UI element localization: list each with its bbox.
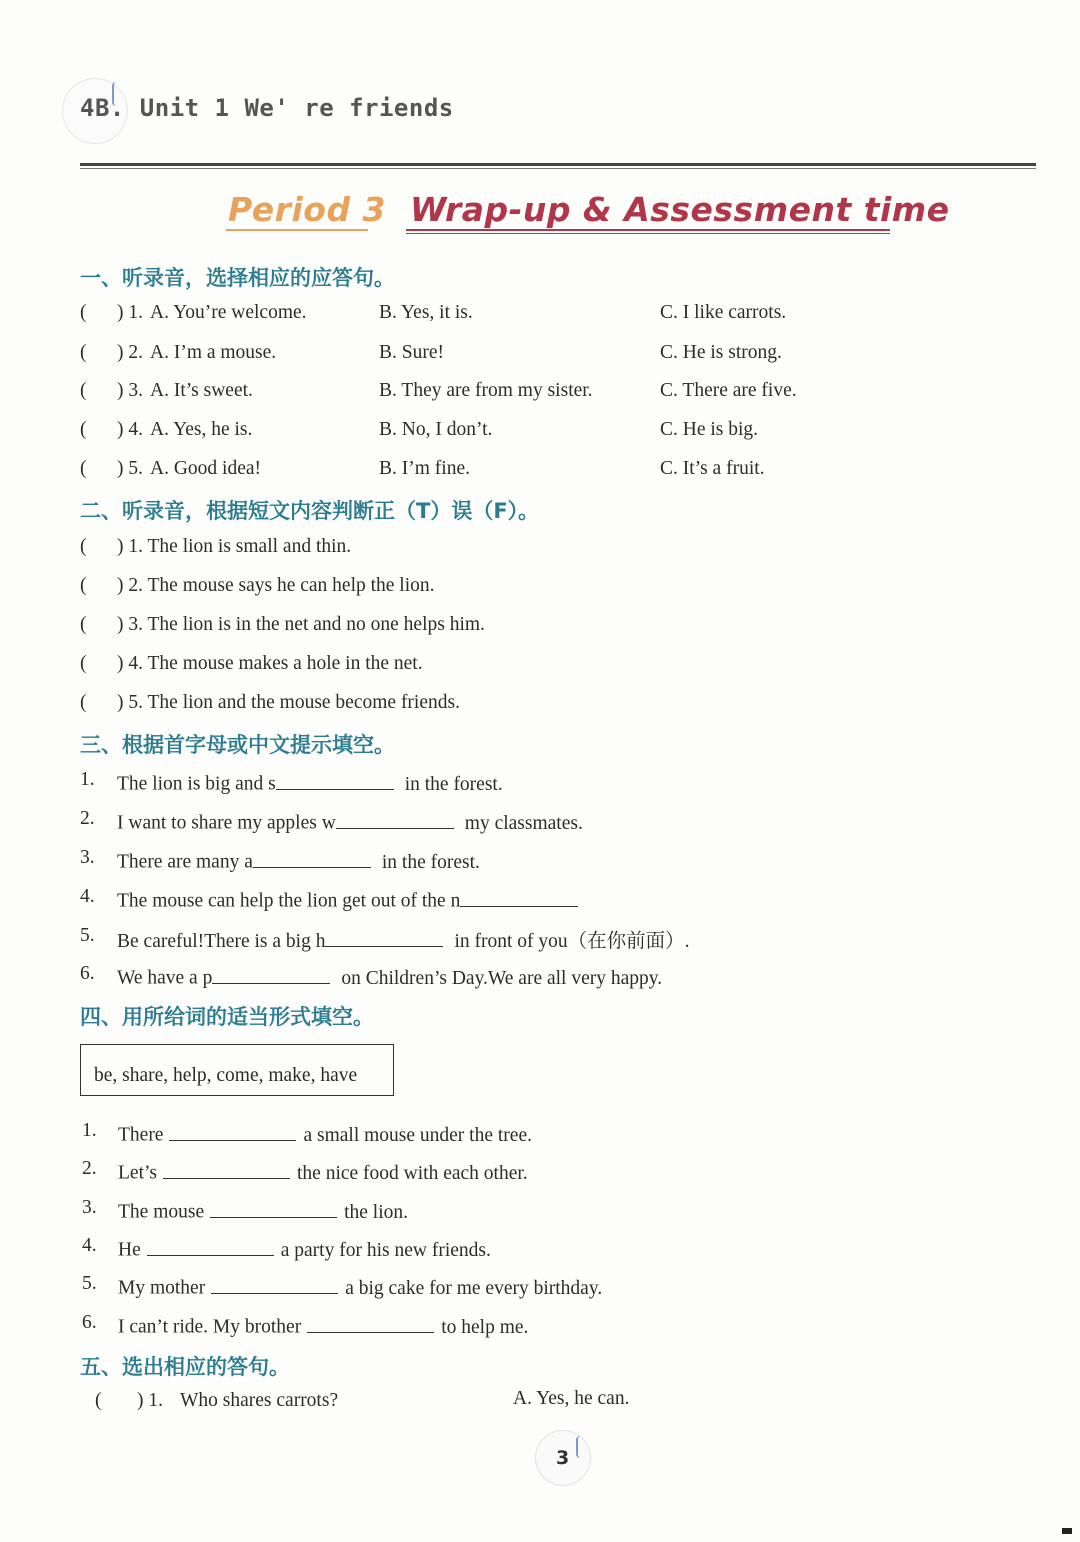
sentence-start: I want to share my apples w: [117, 812, 336, 834]
main-title: Wrap-up & Assessment time: [410, 190, 950, 229]
item-number: ) 4.: [117, 419, 143, 440]
item-number: ) 3.: [117, 380, 143, 401]
item-number: 5.: [82, 1273, 97, 1294]
sentence-start: Let’s: [118, 1162, 157, 1184]
option-c: C. He is big.: [660, 419, 759, 440]
fill-sentence: [118, 1158, 528, 1185]
item-number: ) 2.: [117, 342, 143, 363]
sentence-start: I can’t ride. My brother: [118, 1316, 302, 1338]
fill-sentence: [118, 1197, 408, 1224]
word-box: [80, 1044, 394, 1096]
sentence-end: my classmates.: [464, 812, 583, 834]
item-number: 5.: [80, 925, 95, 946]
option-a: A. It’s sweet.: [150, 380, 253, 401]
option-a: A. You’re welcome.: [150, 302, 307, 323]
sentence-end: the nice food with each other.: [297, 1162, 528, 1184]
option-b: B. They are from my sister.: [379, 380, 593, 401]
option-c: C. It’s a fruit.: [660, 458, 765, 479]
fill-sentence: [118, 1312, 528, 1339]
item-number: ) 5.: [117, 458, 143, 479]
title-underline: [406, 229, 890, 231]
statement: ) 5. The lion and the mouse become friends.: [117, 692, 460, 713]
option-b: B. Yes, it is.: [379, 302, 473, 323]
item-number: 3.: [82, 1197, 97, 1218]
answer-paren: (: [80, 419, 87, 440]
answer-paren: (: [95, 1390, 102, 1411]
option-b: B. No, I don’t.: [379, 419, 493, 440]
option-c: C. He is strong.: [660, 342, 782, 363]
sentence-end: a small mouse under the tree.: [303, 1124, 532, 1146]
answer-blank: [169, 1120, 296, 1141]
unit-header: 4B. Unit 1 We' re friends: [80, 94, 454, 122]
answer-paren: (: [80, 380, 87, 401]
answer-paren: (: [80, 692, 87, 713]
sentence-start: The mouse: [118, 1201, 205, 1223]
fill-sentence: [117, 925, 690, 953]
item-number: 4.: [82, 1235, 97, 1256]
sentence-start: Be careful!There is a big h: [117, 931, 326, 952]
item-number: 4.: [80, 886, 95, 907]
item-number: 2.: [80, 808, 95, 829]
item-number: 6.: [80, 963, 95, 984]
fill-sentence: [118, 1235, 491, 1262]
statement: ) 3. The lion is in the net and no one helps him.: [117, 614, 485, 635]
fill-sentence: [117, 847, 480, 874]
item-number: ) 1.: [117, 302, 143, 323]
sentence-end: to help me.: [441, 1316, 529, 1338]
answer-blank: [325, 927, 443, 948]
section2-heading: 二、听录音，根据短文内容判断正（T）误（F）。: [80, 499, 540, 523]
answer-paren: (: [80, 614, 87, 635]
answer-paren: (: [80, 342, 87, 363]
item-number: 1.: [80, 769, 95, 790]
answer-paren: (: [80, 458, 87, 479]
header-rule: [80, 163, 1036, 166]
question: Who shares carrots?: [180, 1390, 339, 1411]
fill-sentence: [117, 963, 662, 990]
page-mark: [576, 1436, 586, 1458]
option-b: B. Sure!: [379, 342, 444, 363]
answer-blank: [276, 769, 394, 790]
sentence-end: in the forest.: [404, 773, 503, 795]
fill-sentence: [118, 1273, 602, 1300]
sentence-end: in the forest.: [381, 851, 480, 873]
answer-blank: [211, 1273, 338, 1294]
option-c: C. I like carrots.: [660, 302, 787, 323]
item-number: 6.: [82, 1312, 97, 1333]
fill-sentence: [118, 1120, 532, 1147]
sentence-end: on Children’s Day.We are all very happy.: [341, 967, 663, 989]
answer-paren: (: [80, 302, 87, 323]
sentence-start: We have a p: [117, 967, 213, 989]
answer-paren: (: [80, 575, 87, 596]
answer-blank: [336, 808, 454, 829]
item-number: 1.: [82, 1120, 97, 1141]
sentence-end: a party for his new friends.: [280, 1239, 491, 1261]
statement: ) 4. The mouse makes a hole in the net.: [117, 653, 423, 674]
option-a: A. Yes, he can.: [513, 1388, 630, 1409]
sentence-start: My mother: [118, 1277, 206, 1299]
statement: ) 2. The mouse says he can help the lion.: [117, 575, 435, 596]
sentence-end: a big cake for me every birthday.: [345, 1277, 603, 1299]
answer-blank: [460, 886, 578, 907]
section4-heading: 四、用所给词的适当形式填空。: [80, 1005, 374, 1029]
option-c: C. There are five.: [660, 380, 797, 401]
period-underline: [226, 229, 368, 231]
sentence-start: There: [118, 1124, 164, 1146]
sentence-start: There are many a: [117, 851, 253, 873]
sentence-start: The lion is big and s: [117, 773, 276, 795]
page-number: 3: [556, 1447, 570, 1469]
section1-heading: 一、听录音，选择相应的应答句。: [80, 266, 395, 290]
fill-sentence: [117, 769, 503, 796]
answer-paren: (: [80, 536, 87, 557]
sentence-start: He: [118, 1239, 141, 1261]
fill-sentence: [117, 886, 589, 913]
answer-paren: (: [80, 653, 87, 674]
option-b: B. I’m fine.: [379, 458, 470, 479]
option-a: A. I’m a mouse.: [150, 342, 277, 363]
option-a: A. Yes, he is.: [150, 419, 253, 440]
section5-heading: 五、选出相应的答句。: [80, 1355, 290, 1379]
sentence-start: The mouse can help the lion get out of the n: [117, 890, 461, 912]
header-rule-thin: [80, 168, 1036, 169]
answer-blank: [253, 847, 371, 868]
period-title: Period 3: [228, 190, 387, 229]
sentence-end: the lion.: [344, 1201, 409, 1223]
item-number: 3.: [80, 847, 95, 868]
answer-blank: [210, 1197, 337, 1218]
option-a: A. Good idea!: [150, 458, 262, 479]
title-underline-2: [406, 233, 890, 234]
section3-heading: 三、根据首字母或中文提示填空。: [80, 733, 395, 757]
statement: ) 1. The lion is small and thin.: [117, 536, 352, 557]
answer-blank: [163, 1158, 290, 1179]
item-number: 2.: [82, 1158, 97, 1179]
answer-blank: [212, 963, 330, 984]
sentence-end: in front of you（在你前面）.: [454, 931, 690, 952]
word-box-text: be, share, help, come, make, have: [94, 1065, 358, 1086]
fill-sentence: [117, 808, 583, 835]
item-number: ) 1.: [137, 1390, 163, 1411]
scan-mark: [1062, 1528, 1072, 1534]
answer-blank: [307, 1312, 434, 1333]
answer-blank: [147, 1235, 274, 1256]
